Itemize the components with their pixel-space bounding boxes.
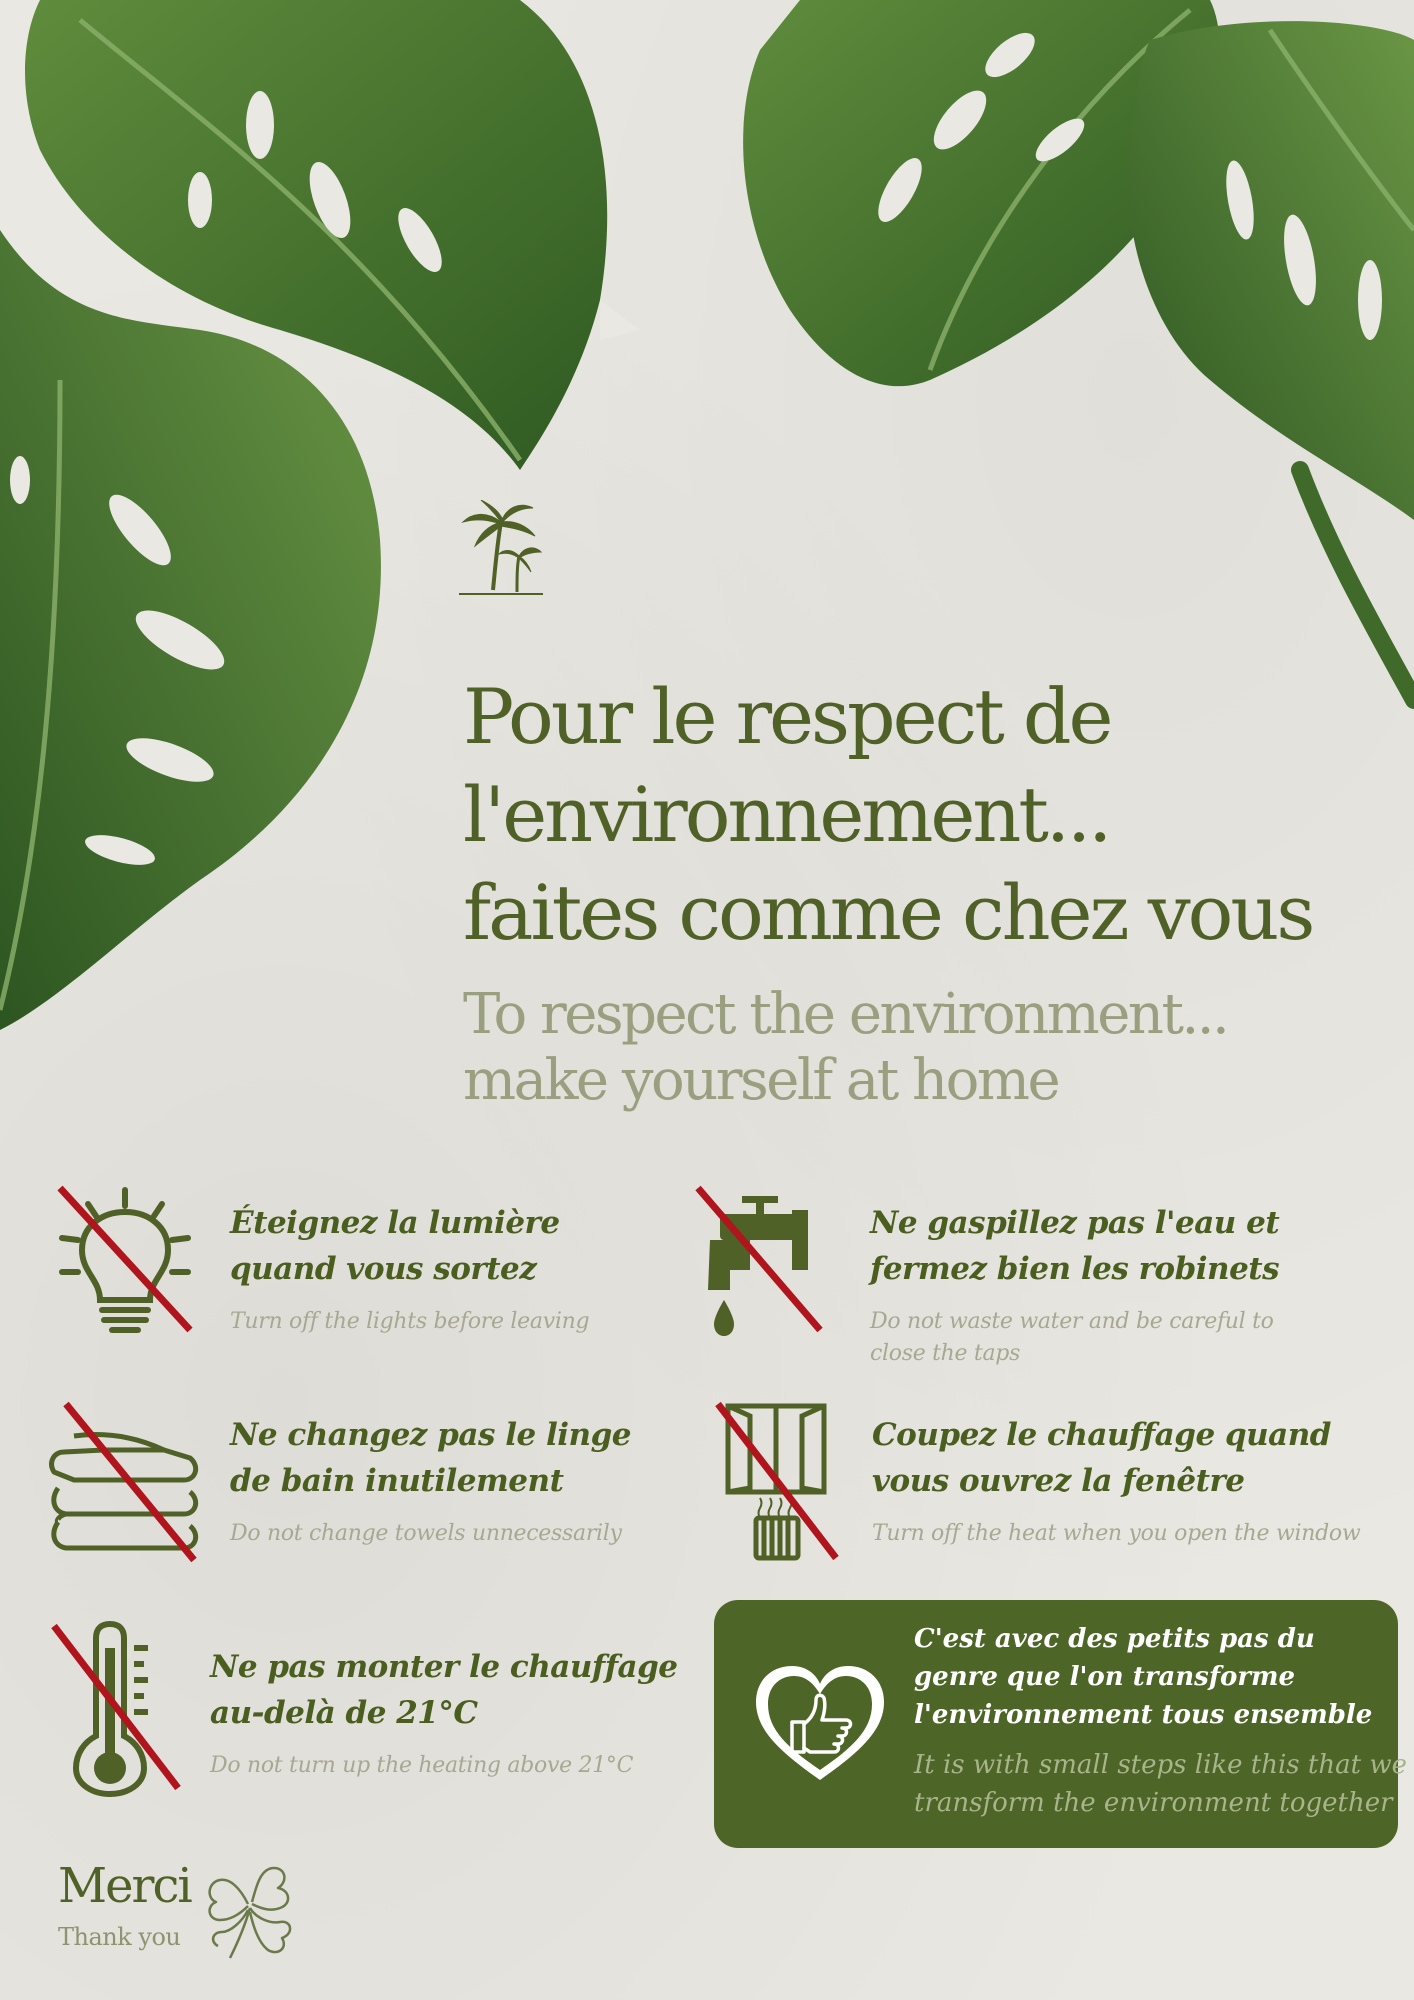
subtitle-line: make yourself at home xyxy=(463,1048,1059,1113)
tip-title-line: quand vous sortez xyxy=(230,1251,537,1287)
callout-line: genre que l'on transforme xyxy=(914,1662,1296,1692)
tip-title xyxy=(870,1200,1279,1292)
thermometer-crossed-icon xyxy=(48,1618,188,1798)
tip-caption-line: Do not change towels unnecessarily xyxy=(230,1521,622,1546)
faucet-crossed-icon xyxy=(690,1180,830,1340)
callout-line: C'est avec des petits pas du xyxy=(914,1624,1315,1654)
tip-title xyxy=(872,1412,1331,1504)
callout-line: transform the environment together xyxy=(914,1788,1393,1818)
towels-crossed-icon xyxy=(44,1396,204,1566)
lightbulb-crossed-icon xyxy=(50,1180,200,1340)
tip-caption-line: close the taps xyxy=(870,1341,1021,1366)
tip-caption xyxy=(870,1306,1274,1370)
tip-window xyxy=(710,1396,1400,1576)
callout-message-en xyxy=(914,1746,1407,1822)
tip-caption-line: Turn off the lights before leaving xyxy=(230,1309,590,1334)
tip-caption-line: Do not waste water and be careful to xyxy=(870,1309,1274,1334)
tip-title xyxy=(210,1644,678,1736)
tip-caption xyxy=(230,1518,622,1550)
tip-title-line: Ne changez pas le linge xyxy=(230,1417,631,1453)
tip-caption xyxy=(872,1518,1360,1550)
tip-water xyxy=(690,1180,1390,1380)
tip-title xyxy=(230,1200,560,1292)
palm-tree-icon xyxy=(455,500,545,600)
tip-title-line: Ne gaspillez pas l'eau et xyxy=(870,1205,1280,1241)
leaf-left xyxy=(0,230,381,1030)
subtitle-line: To respect the environment... xyxy=(463,982,1228,1047)
window-radiator-crossed-icon xyxy=(710,1396,840,1566)
tip-title-line: vous ouvrez la fenêtre xyxy=(872,1463,1245,1499)
merci-text: Merci xyxy=(58,1858,191,1914)
tip-title-line: fermez bien les robinets xyxy=(870,1251,1280,1287)
tip-towels xyxy=(44,1396,674,1576)
tip-title-line: Éteignez la lumière xyxy=(230,1205,560,1241)
tip-title xyxy=(230,1412,631,1504)
callout-box xyxy=(714,1600,1407,1848)
tip-heating xyxy=(48,1618,698,1798)
page-title xyxy=(463,668,1363,962)
leaf-right xyxy=(1128,21,1414,700)
thank-you-text: Thank you xyxy=(58,1923,181,1951)
title-line: l'environnement... xyxy=(463,770,1110,859)
tip-caption-line: Do not turn up the heating above 21°C xyxy=(210,1753,634,1778)
callout-line: It is with small steps like this that we xyxy=(914,1750,1407,1780)
tip-title-line: Coupez le chauffage quand xyxy=(872,1417,1331,1453)
page-subtitle xyxy=(463,982,1363,1114)
tip-caption xyxy=(210,1750,633,1782)
title-line: Pour le respect de xyxy=(463,672,1111,761)
tip-title-line: au-delà de 21°C xyxy=(210,1695,478,1731)
tip-title-line: de bain inutilement xyxy=(230,1463,564,1499)
title-line: faites comme chez vous xyxy=(463,868,1313,957)
clover-icon xyxy=(200,1858,300,1962)
tip-caption-line: Turn off the heat when you open the window xyxy=(872,1521,1361,1546)
callout-message-fr xyxy=(914,1620,1372,1734)
tip-title-line: Ne pas monter le chauffage xyxy=(210,1649,678,1685)
tip-lights xyxy=(50,1180,670,1380)
tip-caption xyxy=(230,1306,589,1338)
heart-thumbs-up-icon xyxy=(750,1660,890,1790)
callout-line: l'environnement tous ensemble xyxy=(914,1700,1373,1730)
